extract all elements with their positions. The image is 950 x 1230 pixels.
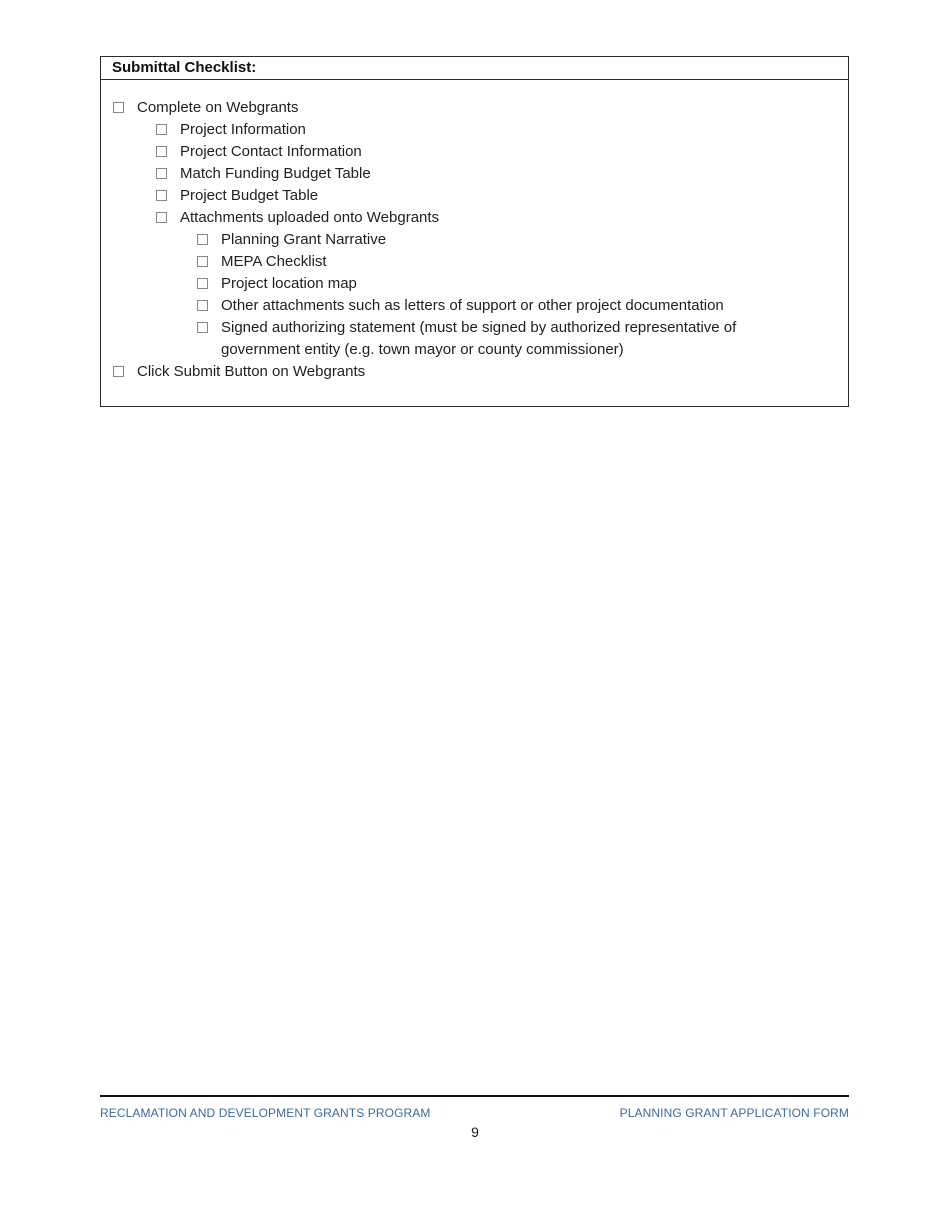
checklist-item-label: Signed authorizing statement (must be signed by authorized representative of government entity (e.g. town mayor or county commissioner)	[221, 319, 737, 358]
checklist-item-label: Complete on Webgrants	[137, 99, 299, 116]
checklist-item	[101, 317, 806, 361]
checklist-item-label: Project Contact Information	[180, 143, 362, 160]
checklist-item	[101, 119, 806, 141]
checklist-item-label: Project Budget Table	[180, 187, 319, 204]
checklist-item	[101, 141, 806, 163]
checklist-item	[101, 185, 806, 207]
checklist-item-label: Match Funding Budget Table	[180, 165, 371, 182]
checklist-title: Submittal Checklist:	[101, 57, 848, 80]
checkbox-icon	[113, 102, 124, 113]
page-footer	[100, 1106, 849, 1120]
submittal-checklist-table	[100, 56, 849, 407]
footer-program-name: RECLAMATION AND DEVELOPMENT GRANTS PROGRAM	[100, 1106, 431, 1120]
checklist-item	[101, 229, 806, 251]
checklist-item	[101, 251, 806, 273]
checklist-body	[101, 80, 848, 406]
checklist-item	[101, 273, 806, 295]
checklist-item	[101, 295, 806, 317]
checkbox-icon	[197, 278, 208, 289]
checkbox-icon	[197, 234, 208, 245]
checkbox-icon	[156, 168, 167, 179]
checkbox-icon	[197, 256, 208, 267]
checkbox-icon	[156, 124, 167, 135]
checkbox-icon	[156, 212, 167, 223]
checkbox-icon	[197, 322, 208, 333]
checkbox-icon	[156, 190, 167, 201]
checklist-item-label: Click Submit Button on Webgrants	[137, 363, 366, 380]
checklist-item-label: Project location map	[221, 275, 357, 292]
checklist-item	[101, 361, 806, 383]
checklist-item-label: Attachments uploaded onto Webgrants	[180, 209, 440, 226]
checklist-item-label: Project Information	[180, 121, 306, 138]
checklist-item	[101, 207, 806, 229]
checklist-item	[101, 163, 806, 185]
checklist-item-label: Planning Grant Narrative	[221, 231, 387, 248]
footer-divider	[100, 1095, 849, 1097]
checklist-item	[101, 97, 806, 119]
checklist-item-label: Other attachments such as letters of support or other project documentation	[221, 297, 724, 314]
checkbox-icon	[113, 366, 124, 377]
page-number: 9	[471, 1124, 479, 1140]
checklist-item-label: MEPA Checklist	[221, 253, 327, 270]
checkbox-icon	[197, 300, 208, 311]
checkbox-icon	[156, 146, 167, 157]
footer-form-name: PLANNING GRANT APPLICATION FORM	[619, 1106, 849, 1120]
